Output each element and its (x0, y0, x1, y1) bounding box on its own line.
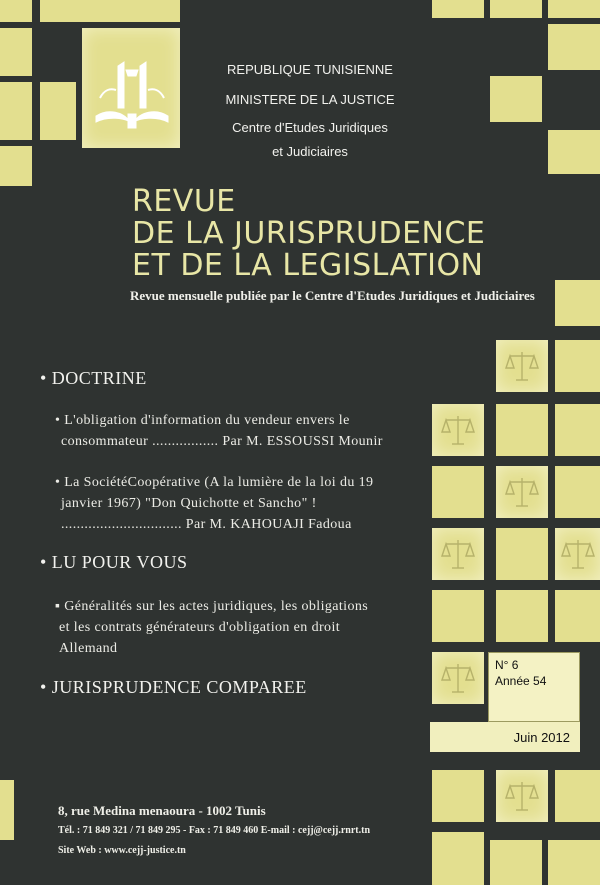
header-country: REPUBLIQUE TUNISIENNE (227, 62, 393, 77)
footer-address: 8, rue Medina menaoura - 1002 Tunis (58, 803, 266, 818)
article-2-line3: ............................... Par M. KAHOUAJI Fadoua (61, 517, 352, 532)
decor-square (432, 466, 484, 518)
decor-square (555, 770, 600, 822)
journal-subtitle: Revue mensuelle publiée par le Centre d'Etudes Juridiques et Judiciaires (130, 288, 535, 303)
header-centre-line2: et Judiciaires (272, 144, 348, 159)
footer-contact: Tél. : 71 849 321 / 71 849 295 - Fax : 71 849 460 E-mail : cejj@cejj.rnrt.tn (58, 825, 371, 836)
scales-of-justice-icon (438, 534, 478, 574)
decor-square (555, 280, 600, 326)
header-centre: Centre d'Etudes Juridiques (232, 120, 388, 135)
decor-square (548, 0, 600, 18)
decor-square (432, 770, 484, 822)
decor-square (548, 130, 600, 174)
decor-square (0, 28, 32, 76)
article-3-line3: Allemand (59, 641, 118, 656)
decor-square (555, 590, 600, 642)
decor-square (0, 780, 14, 840)
decor-square (40, 0, 180, 22)
decor-square (490, 0, 542, 18)
article-3 (55, 596, 400, 659)
section-lu-pour-vous: • LU POUR VOUS (40, 552, 188, 572)
decor-square (496, 590, 548, 642)
header-ministry: MINISTERE DE LA JUSTICE (225, 92, 395, 107)
scales-of-justice-icon (438, 658, 478, 698)
decor-square (490, 76, 542, 122)
ministry-emblem-icon (88, 60, 176, 138)
decor-square (0, 0, 32, 22)
decor-square (496, 404, 548, 456)
decor-square (496, 528, 548, 580)
scales-of-justice-icon (502, 346, 542, 386)
decor-square (555, 340, 600, 392)
article-2-line2: janvier 1967) "Don Quichotte et Sancho" ! (61, 496, 317, 511)
decor-square (0, 146, 32, 186)
issue-year: Année 54 (495, 674, 547, 688)
journal-title-line1: REVUE (132, 184, 236, 219)
decor-square (555, 466, 600, 518)
decor-square (548, 840, 600, 885)
issue-number: N° 6 (495, 658, 519, 672)
decor-square (490, 840, 542, 885)
decor-square (432, 832, 484, 885)
scales-of-justice-icon (502, 776, 542, 816)
article-3-line1: ▪ Généralités sur les actes juridiques, les obligations (55, 599, 369, 614)
article-2-line1: • La SociétéCoopérative (A la lumière de la loi du 19 (55, 475, 374, 490)
article-1-line1: • L'obligation d'information du vendeur envers le (55, 413, 350, 428)
decor-square (432, 590, 484, 642)
article-2 (55, 472, 400, 535)
decor-square (432, 0, 484, 18)
decor-square (40, 82, 76, 140)
section-jurisprudence-comparee: • JURISPRUDENCE COMPAREE (40, 677, 307, 697)
footer-website: Site Web : www.cejj-justice.tn (58, 845, 186, 856)
issue-info-box (488, 652, 580, 722)
section-doctrine: • DOCTRINE (40, 368, 147, 388)
decor-square (0, 82, 32, 140)
journal-title-line3: ET DE LA LEGISLATION (132, 248, 484, 283)
decor-square (555, 404, 600, 456)
article-1 (55, 410, 400, 452)
scales-of-justice-icon (502, 472, 542, 512)
article-3-line2: et les contrats générateurs d'obligation en droit (59, 620, 341, 635)
scales-of-justice-icon (438, 410, 478, 450)
journal-title-line2: DE LA JURISPRUDENCE (132, 216, 486, 251)
scales-of-justice-icon (558, 534, 598, 574)
issue-date: Juin 2012 (430, 722, 580, 752)
article-1-line2: consommateur ................. Par M. ESSOUSSI Mounir (61, 434, 383, 449)
decor-square (548, 24, 600, 70)
